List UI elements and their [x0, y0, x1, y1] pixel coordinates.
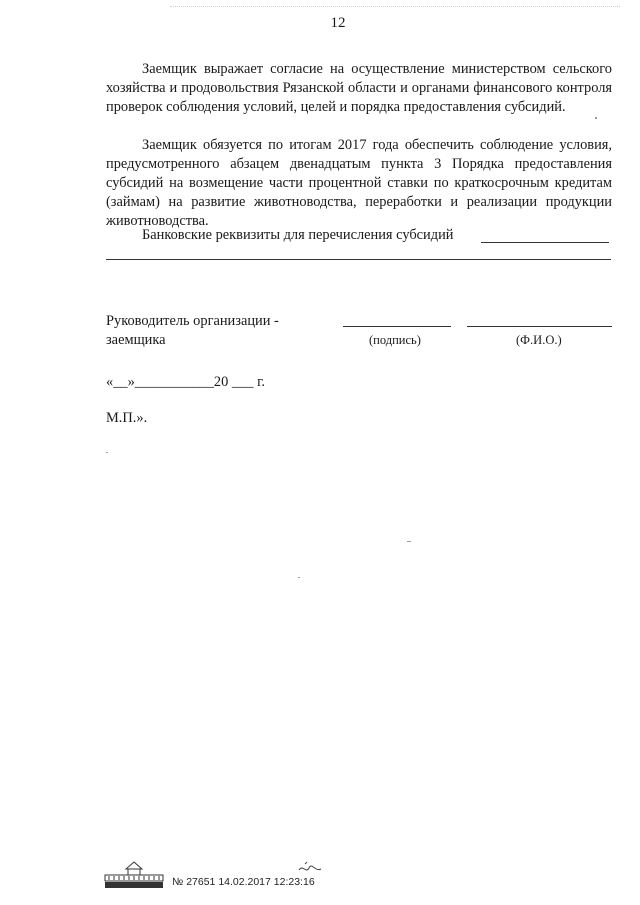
- name-caption: (Ф.И.О.): [516, 333, 562, 347]
- bank-details-continuation-line: [106, 259, 611, 260]
- bank-details-label: Банковские реквизиты для перечисления субсидий: [142, 227, 454, 243]
- registration-timestamp: 14.02.2017 12:23:16: [218, 876, 315, 888]
- bank-details-blank-line: [481, 242, 609, 243]
- registration-number: 27651: [186, 876, 216, 888]
- document-footer: [104, 860, 364, 894]
- signatory-role-line-2: заемщика: [106, 332, 166, 348]
- signatory-role: [106, 312, 279, 350]
- paragraph-consent: Заемщик выражает согласие на осуществление министерством сельского хозяйства и продовольствия Рязанской области и органами финансового контроля проверок соблюдения условий, целей и порядка предоставления субсидий.: [106, 61, 612, 115]
- registration-stamp: [172, 876, 315, 888]
- scan-speck: [298, 577, 300, 578]
- signature-caption: (подпись): [369, 333, 421, 347]
- registry-building-logo-icon: [104, 860, 164, 890]
- name-blank-line: [467, 326, 612, 327]
- signature-blank-line: [343, 326, 451, 327]
- stamp-place-label: М.П.».: [106, 410, 148, 426]
- handwritten-mark-icon: [297, 860, 323, 878]
- page-number: 12: [330, 15, 346, 31]
- paragraph-obligation: Заемщик обязуется по итогам 2017 года обеспечить соблюдение условия, предусмотренного абзацем двенадцатым пункта 3 Порядка предоставления субсидий на возмещение части процентной ставки по краткосрочным кредитам (займам) на развитие животноводства, переработки и реализации продукции животноводства.: [106, 137, 612, 229]
- date-line: «__»___________20 ___ г.: [106, 374, 265, 390]
- scan-speck: [407, 541, 411, 542]
- scan-speck: [106, 452, 108, 453]
- signatory-role-line-1: Руководитель организации -: [106, 313, 279, 329]
- scan-artifact-top: [170, 6, 620, 11]
- registration-number-sign: №: [172, 876, 184, 888]
- scan-speck: [595, 117, 597, 119]
